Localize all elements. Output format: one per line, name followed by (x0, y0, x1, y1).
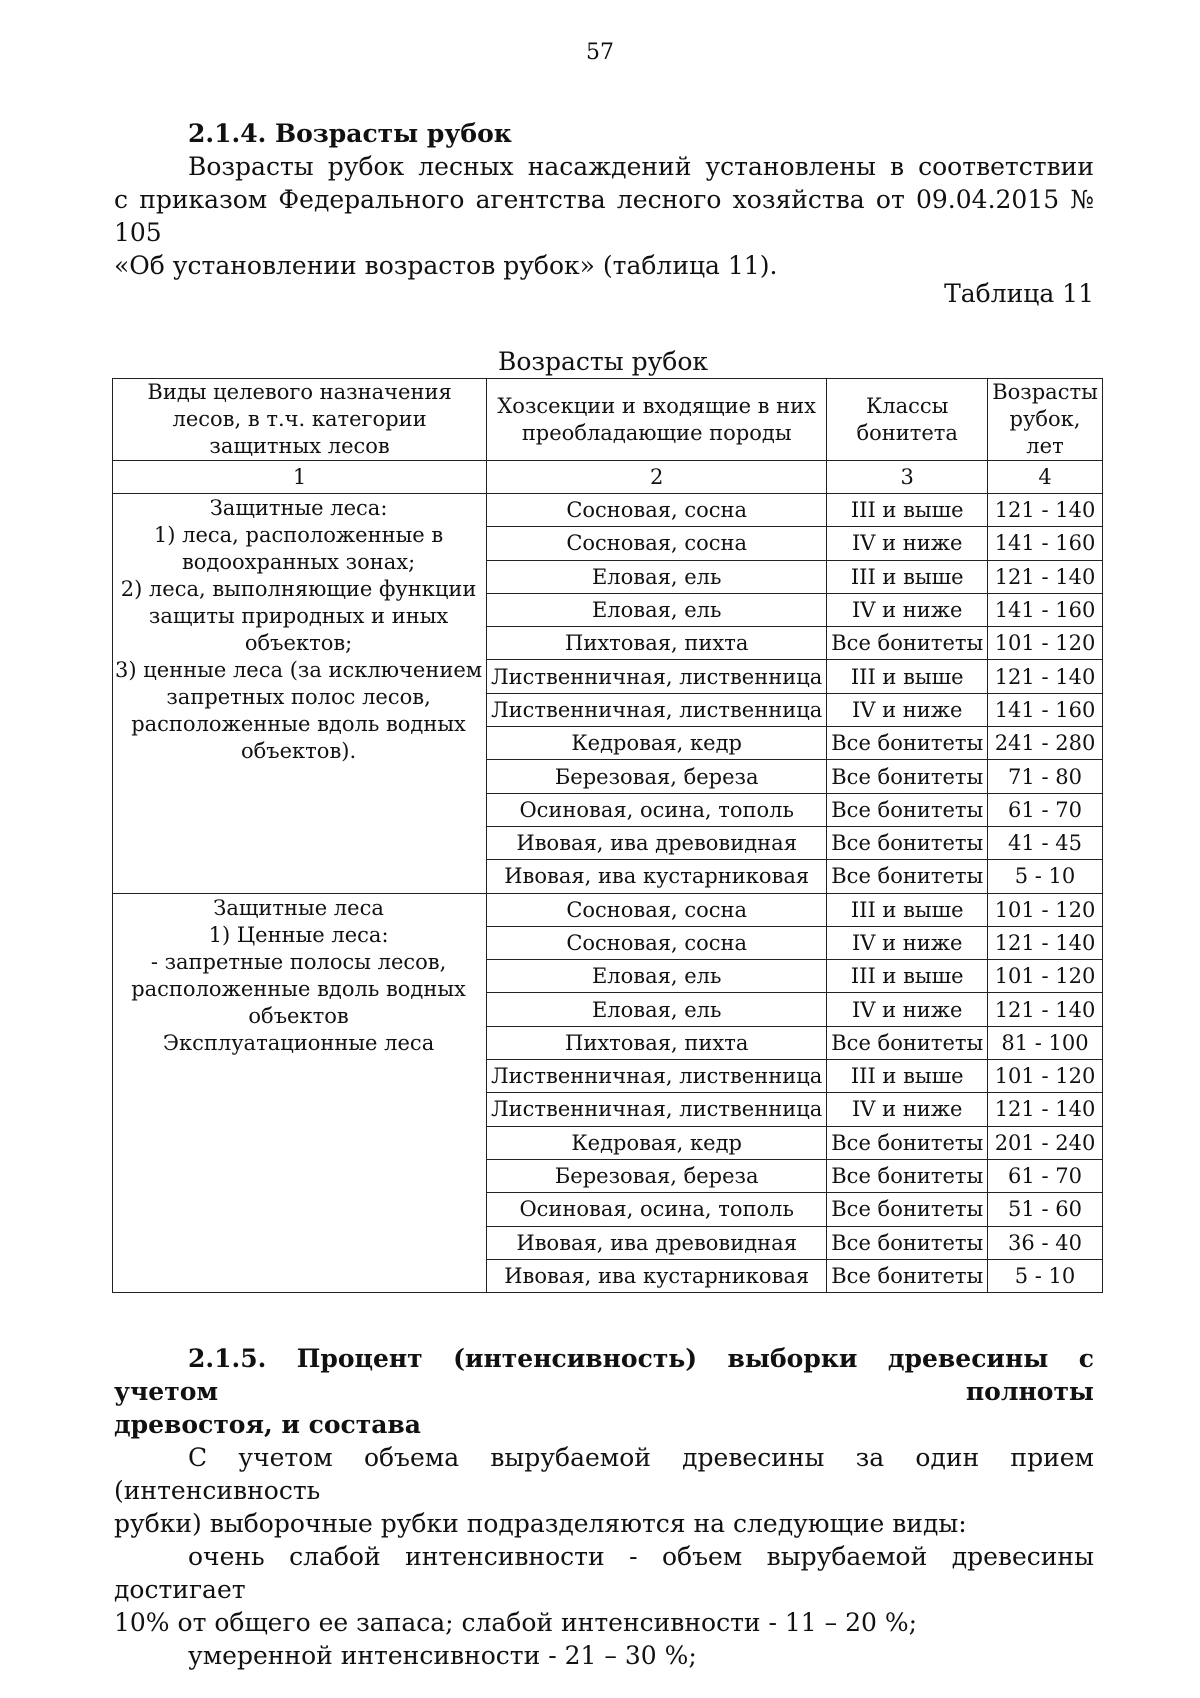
species-cell: Ивовая, ива кустарниковая (487, 1259, 827, 1292)
category-line: - запретные полосы лесов, (150, 949, 447, 974)
age-cell: 141 - 160 (988, 593, 1103, 626)
bonitet-cell: Все бонитеты (827, 627, 988, 660)
bonitet-cell: Все бонитеты (827, 760, 988, 793)
species-cell: Сосновая, сосна (487, 893, 827, 926)
age-cell: 51 - 60 (988, 1193, 1103, 1226)
bonitet-cell: III и выше (827, 560, 988, 593)
table-row (113, 494, 1103, 527)
cutting-age-table (112, 378, 1103, 1293)
bonitet-cell: III и выше (827, 660, 988, 693)
bonitet-cell: IV и ниже (827, 926, 988, 959)
bonitet-cell: IV и ниже (827, 693, 988, 726)
header-cell: Виды целевого назначения лесов, в т.ч. категории защитных лесов (113, 379, 487, 461)
category-line: 1) Ценные леса: (208, 922, 389, 947)
age-cell: 61 - 70 (988, 793, 1103, 826)
age-cell: 121 - 140 (988, 494, 1103, 527)
species-cell: Сосновая, сосна (487, 926, 827, 959)
category-line: запретных полос лесов, (166, 685, 431, 709)
age-cell: 101 - 120 (988, 893, 1103, 926)
age-cell: 241 - 280 (988, 727, 1103, 760)
species-cell: Березовая, береза (487, 1159, 827, 1192)
table-row (113, 893, 1103, 926)
species-cell: Еловая, ель (487, 960, 827, 993)
bonitet-cell: Все бонитеты (827, 1026, 988, 1059)
table-body (113, 461, 1103, 1293)
category-line: защиты природных и иных (148, 604, 449, 628)
age-cell: 101 - 120 (988, 627, 1103, 660)
bonitet-cell: IV и ниже (827, 993, 988, 1026)
species-cell: Лиственничная, лиственница (487, 693, 827, 726)
species-cell: Сосновая, сосна (487, 494, 827, 527)
bonitet-cell: IV и ниже (827, 593, 988, 626)
category-line: 1) леса, расположенные в (153, 523, 444, 547)
category-line: Эксплуатационные леса (162, 1030, 435, 1055)
column-number: 1 (113, 461, 487, 494)
age-cell: 121 - 140 (988, 993, 1103, 1026)
category-cell (113, 494, 487, 894)
bonitet-cell: Все бонитеты (827, 826, 988, 859)
bonitet-cell: III и выше (827, 494, 988, 527)
paragraph-line: С учетом объема вырубаемой древесины за один прием (интенсивность (114, 1443, 1094, 1505)
bonitet-cell: III и выше (827, 960, 988, 993)
section-title: 2.1.5. Процент (интенсивность) выборки древесины с учетом полноты (114, 1344, 1094, 1406)
species-cell: Еловая, ель (487, 993, 827, 1026)
category-line: объектов (248, 1003, 349, 1028)
category-line: расположенные вдоль водных (131, 976, 466, 1001)
species-cell: Сосновая, сосна (487, 527, 827, 560)
bonitet-cell: Все бонитеты (827, 1126, 988, 1159)
age-cell: 36 - 40 (988, 1226, 1103, 1259)
species-cell: Пихтовая, пихта (487, 627, 827, 660)
bonitet-cell: Все бонитеты (827, 860, 988, 893)
age-cell: 101 - 120 (988, 960, 1103, 993)
section-2-1-5 (114, 1342, 1094, 1672)
age-cell: 141 - 160 (988, 527, 1103, 560)
bonitet-cell: Все бонитеты (827, 1259, 988, 1292)
paragraph-line: рубки) выборочные рубки подразделяются на следующие виды: (114, 1509, 967, 1538)
category-line: водоохранных зонах; (181, 550, 416, 574)
species-cell: Лиственничная, лиственница (487, 1060, 827, 1093)
column-number: 2 (487, 461, 827, 494)
section-title: 2.1.4. Возрасты рубок (188, 119, 512, 148)
header-cell: Возрасты рубок, лет (988, 379, 1103, 461)
species-cell: Лиственничная, лиственница (487, 660, 827, 693)
bonitet-cell: III и выше (827, 893, 988, 926)
species-cell: Еловая, ель (487, 560, 827, 593)
species-cell: Ивовая, ива древовидная (487, 826, 827, 859)
paragraph-line: умеренной интенсивности - 21 – 30 %; (188, 1641, 697, 1670)
age-cell: 5 - 10 (988, 860, 1103, 893)
bonitet-cell: Все бонитеты (827, 1159, 988, 1192)
age-cell: 121 - 140 (988, 926, 1103, 959)
category-line: Защитные леса (213, 895, 384, 920)
bonitet-cell: Все бонитеты (827, 727, 988, 760)
page-number: 57 (586, 40, 614, 65)
bonitet-cell: Все бонитеты (827, 1193, 988, 1226)
age-cell: 71 - 80 (988, 760, 1103, 793)
paragraph-line: очень слабой интенсивности - объем вырубаемой древесины достигает (114, 1542, 1094, 1604)
header-cell: Классы бонитета (827, 379, 988, 461)
age-cell: 61 - 70 (988, 1159, 1103, 1192)
species-cell: Лиственничная, лиственница (487, 1093, 827, 1126)
species-cell: Березовая, береза (487, 760, 827, 793)
paragraph-line: 10% от общего ее запаса; слабой интенсивности - 11 – 20 %; (114, 1608, 918, 1637)
column-number: 3 (827, 461, 988, 494)
age-cell: 201 - 240 (988, 1126, 1103, 1159)
age-cell: 81 - 100 (988, 1026, 1103, 1059)
category-cell (113, 893, 487, 1293)
category-line: 3) ценные леса (за исключением (115, 658, 483, 682)
bonitet-cell: IV и ниже (827, 527, 988, 560)
age-cell: 41 - 45 (988, 826, 1103, 859)
species-cell: Осиновая, осина, тополь (487, 1193, 827, 1226)
column-number: 4 (988, 461, 1103, 494)
paragraph-line: с приказом Федерального агентства лесного хозяйства от 09.04.2015 № 105 (114, 185, 1094, 247)
bonitet-cell: III и выше (827, 1060, 988, 1093)
bonitet-cell: Все бонитеты (827, 1226, 988, 1259)
section-title: древостоя, и состава (114, 1410, 421, 1439)
species-cell: Ивовая, ива древовидная (487, 1226, 827, 1259)
bonitet-cell: Все бонитеты (827, 793, 988, 826)
category-line: объектов). (240, 739, 357, 763)
category-line: объектов; (244, 631, 353, 655)
age-cell: 141 - 160 (988, 693, 1103, 726)
category-line: расположенные вдоль водных (131, 712, 466, 736)
age-cell: 121 - 140 (988, 660, 1103, 693)
section-2-1-4 (114, 117, 1094, 282)
species-cell: Ивовая, ива кустарниковая (487, 860, 827, 893)
table-label: Таблица 11 (944, 279, 1094, 308)
age-cell: 101 - 120 (988, 1060, 1103, 1093)
species-cell: Кедровая, кедр (487, 1126, 827, 1159)
bonitet-cell: IV и ниже (827, 1093, 988, 1126)
header-cell: Хозсекции и входящие в них преобладающие породы (487, 379, 827, 461)
age-cell: 121 - 140 (988, 560, 1103, 593)
paragraph-line: «Об установлении возрастов рубок» (таблица 11). (114, 251, 778, 280)
paragraph-line: Возрасты рубок лесных насаждений установлены в соответствии (188, 152, 1094, 181)
species-cell: Кедровая, кедр (487, 727, 827, 760)
category-line: 2) леса, выполняющие функции (120, 577, 477, 601)
age-cell: 121 - 140 (988, 1093, 1103, 1126)
species-cell: Еловая, ель (487, 593, 827, 626)
age-cell: 5 - 10 (988, 1259, 1103, 1292)
species-cell: Осиновая, осина, тополь (487, 793, 827, 826)
category-line: Защитные леса: (209, 496, 388, 520)
table-caption: Возрасты рубок (497, 347, 709, 376)
species-cell: Пихтовая, пихта (487, 1026, 827, 1059)
